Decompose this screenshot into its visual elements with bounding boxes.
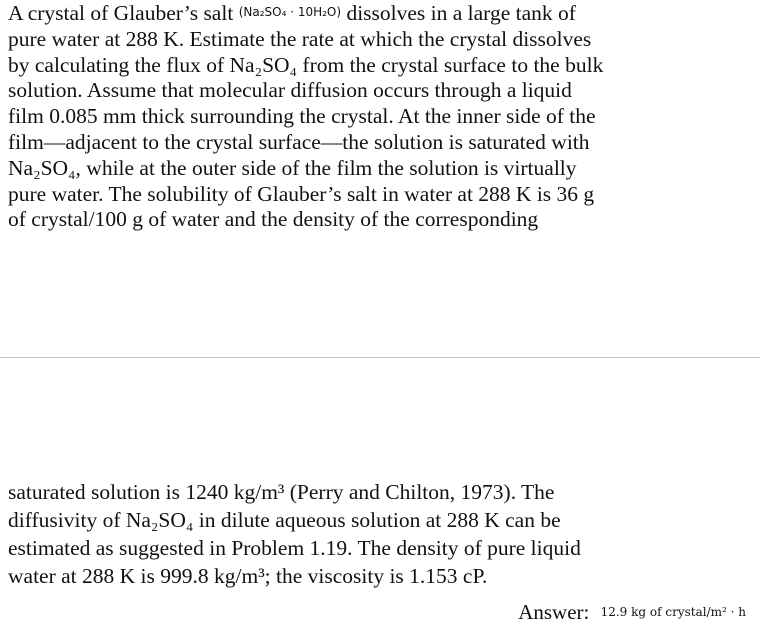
text-line: Na₂SO₄, while at the outer side of the film the solution is virtually bbox=[8, 155, 577, 180]
text-line: by calculating the flux of Na₂SO₄ from the crystal surface to the bulk bbox=[8, 52, 604, 77]
formula: (Na₂SO₄ · 10H₂O) bbox=[238, 5, 342, 19]
text-line: water at 288 K is 999.8 kg/m³; the viscosity is 1.153 cP. bbox=[8, 564, 488, 588]
text-line: solution. Assume that molecular diffusion occurs through a liquid bbox=[8, 78, 572, 103]
text-line bbox=[8, 0, 756, 27]
text-line: saturated solution is 1240 kg/m³ (Perry and Chilton, 1973). The bbox=[8, 480, 555, 504]
text-line: of crystal/100 g of water and the density of the corresponding bbox=[8, 207, 539, 232]
answer bbox=[518, 600, 746, 625]
text-line: film 0.085 mm thick surrounding the crystal. At the inner side of the bbox=[8, 104, 596, 129]
text-line: film—adjacent to the crystal surface—the solution is saturated with bbox=[8, 129, 590, 154]
text-line: diffusivity of Na₂SO₄ in dilute aqueous solution at 288 K can be bbox=[8, 508, 561, 532]
text-line: estimated as suggested in Problem 1.19. The density of pure liquid bbox=[8, 536, 581, 560]
text-line: pure water. The solubility of Glauber’s salt in water at 288 K is 36 g bbox=[8, 181, 595, 206]
text-segment: A crystal of Glauber’s salt bbox=[8, 1, 234, 25]
page-divider bbox=[0, 357, 760, 358]
answer-value: 12.9 kg of crystal/m² · h bbox=[600, 605, 746, 619]
text-line: pure water at 288 K. Estimate the rate at which the crystal dissolves bbox=[8, 26, 592, 51]
problem-text-bottom bbox=[8, 478, 756, 590]
answer-label: Answer: bbox=[518, 600, 590, 624]
problem-text-top bbox=[8, 0, 756, 233]
text-segment: dissolves in a large tank of bbox=[346, 1, 576, 25]
